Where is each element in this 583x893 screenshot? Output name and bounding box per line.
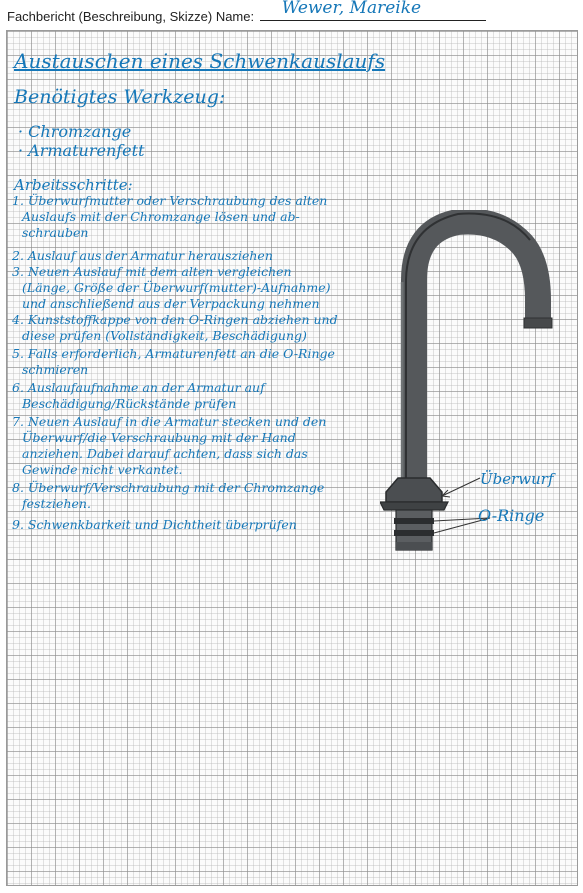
label-ueberwurf: Überwurf	[480, 470, 554, 488]
worksheet-title: Austauschen eines Schwenkauslaufs	[14, 49, 386, 73]
tools-heading: Benötigtes Werkzeug:	[14, 86, 226, 108]
union-nut	[386, 478, 442, 502]
student-name: Wewer, Mareike	[281, 0, 422, 18]
leader-line-ueberwurf	[442, 478, 480, 496]
name-field	[260, 0, 486, 21]
o-ring	[394, 530, 434, 536]
header-line	[7, 0, 486, 24]
step-line: schrauben	[22, 225, 89, 240]
step-line: 7. Neuen Auslauf in die Armatur stecken und den	[12, 414, 327, 429]
step-line: 4. Kunststoffkappe von den O-Ringen abziehen und	[12, 312, 338, 327]
spout-body	[414, 221, 538, 480]
step-line: Gewinde nicht verkantet.	[22, 462, 183, 477]
step-line: Auslaufs mit der Chromzange lösen und ab-	[22, 209, 300, 224]
step-line: diese prüfen (Vollständigkeit, Beschädigung)	[22, 328, 307, 343]
steps-heading: Arbeitsschritte:	[14, 176, 133, 194]
step-line: 2. Auslauf aus der Armatur herausziehen	[12, 248, 273, 263]
tool-item: · Chromzange	[18, 122, 132, 141]
step-line: 6. Auslaufaufnahme an der Armatur auf	[12, 380, 265, 395]
step-line: Überwurf/die Verschraubung mit der Hand	[22, 430, 296, 445]
header-label: Fachbericht (Beschreibung, Skizze) Name:	[7, 9, 255, 24]
step-line: Beschädigung/Rückstände prüfen	[22, 396, 237, 411]
step-line: festziehen.	[22, 496, 91, 511]
o-ring	[394, 518, 434, 524]
step-line: schmieren	[22, 362, 89, 377]
step-line: 9. Schwenkbarkeit und Dichtheit überprüfen	[12, 517, 297, 532]
step-line: und anschließend aus der Verpackung nehmen	[22, 296, 320, 311]
step-line: 1. Überwurfmutter oder Verschraubung des alten	[12, 193, 328, 208]
step-line: 8. Überwurf/Verschraubung mit der Chromzange	[12, 480, 325, 495]
step-line: (Länge, Größe der Überwurf(mutter)-Aufnahme)	[22, 280, 331, 295]
step-line: anziehen. Dabei darauf achten, dass sich das	[22, 446, 308, 461]
label-o-ringe: O-Ringe	[478, 506, 545, 525]
step-line: 3. Neuen Auslauf mit dem alten vergleichen	[12, 264, 292, 279]
tool-item: · Armaturenfett	[18, 141, 145, 160]
step-line: 5. Falls erforderlich, Armaturenfett an die O-Ringe	[12, 346, 335, 361]
